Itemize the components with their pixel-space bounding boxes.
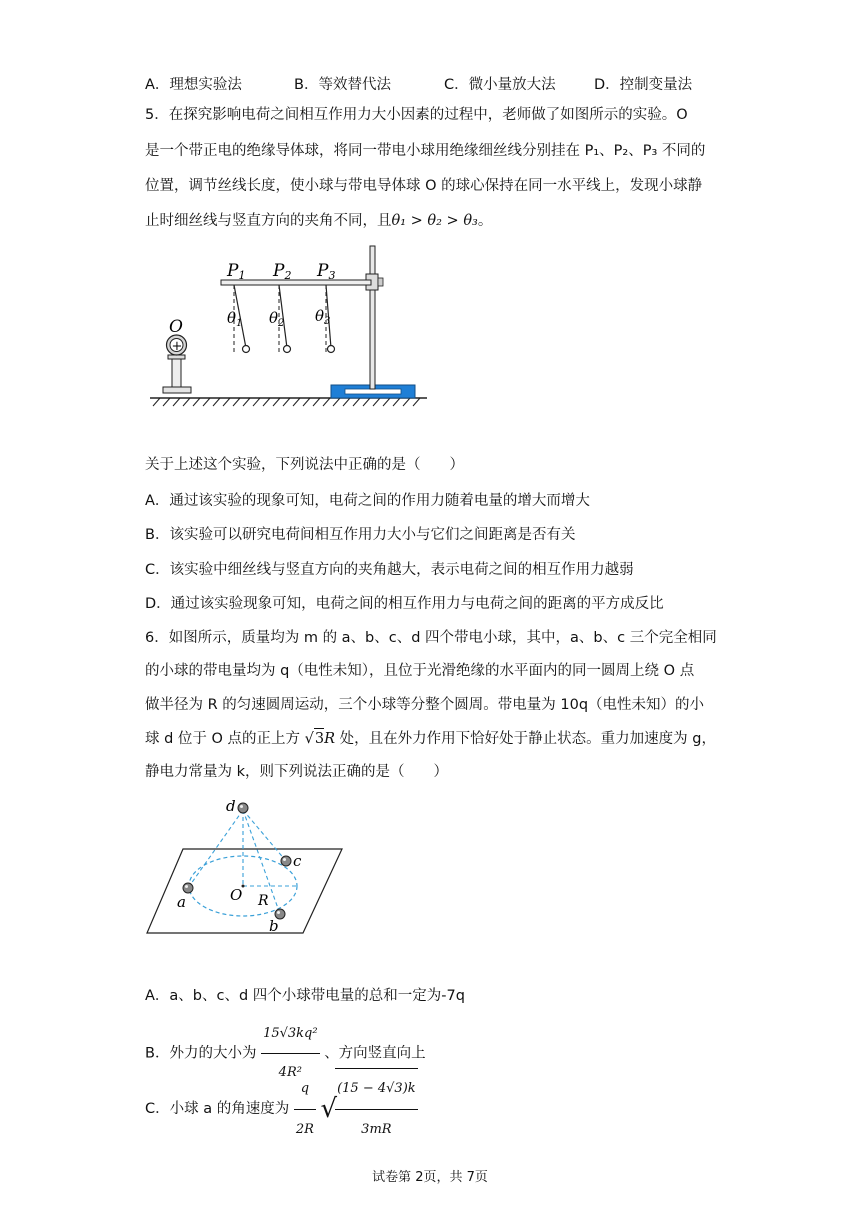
q5-stem-line-4 <box>145 211 492 231</box>
q6-option-c-rad-den: 3mR <box>361 1122 392 1137</box>
ground-hatch <box>153 398 420 406</box>
q5-angle-inequality: θ₁ > θ₂ > θ₃ <box>391 213 478 229</box>
label-theta1: $\theta_1$ <box>227 309 243 329</box>
q6-option-b-denominator: 4R² <box>278 1065 302 1080</box>
q6-stem-line-4 <box>145 728 716 749</box>
q4-option-b: B．等效替代法 <box>294 77 391 93</box>
sphere-stand-post <box>172 357 181 387</box>
q6-stem-line-4a: 球 d 位于 O 点的正上方 <box>145 731 301 747</box>
label-o: O <box>169 317 183 337</box>
q6-stem-line-2: 的小球的带电量均为 q（电性未知），且位于光滑绝缘的水平面内的同一圆周上绕 O 点 <box>145 663 695 679</box>
sqrt-sign: √ <box>304 731 314 747</box>
clamp-screw <box>378 278 383 286</box>
q6-option-b-prefix: B．外力的大小为 <box>145 1045 257 1062</box>
q5-stem-line-3: 位置，调节丝线长度，使小球与带电导体球 O 的球心保持在同一水平线上，发现小球静 <box>145 178 703 194</box>
small-ball-3 <box>328 346 335 353</box>
label-c: c <box>293 852 302 870</box>
label-p2: P2 <box>273 261 292 282</box>
q5-apparatus-figure <box>145 238 435 413</box>
q4-option-a: A．理想实验法 <box>145 77 242 93</box>
q6-option-c-frac-num: q <box>294 1069 316 1110</box>
label-b: b <box>269 917 279 935</box>
q6-stem-line-4b: 处，且在外力作用下恰好处于静止状态。重力加速度为 g， <box>335 731 716 747</box>
small-ball-1 <box>243 346 250 353</box>
thread-2 <box>279 285 287 348</box>
q5-option-c: C．该实验中细丝线与竖直方向的夹角越大，表示电荷之间的相互作用力越弱 <box>145 562 634 578</box>
label-d: d <box>226 797 236 815</box>
q6-option-b-numerator: 15√3kq² <box>261 1015 320 1054</box>
small-ball-2 <box>284 346 291 353</box>
ball-a-highlight <box>185 885 188 888</box>
q6-option-c-fraction <box>294 1069 316 1150</box>
ball-a <box>183 883 193 893</box>
stand-base-slot <box>345 389 401 394</box>
sphere-stand-base <box>163 387 191 393</box>
label-a: a <box>177 893 186 911</box>
label-theta3: $\theta_3$ <box>315 307 331 327</box>
q4-option-c: C．微小量放大法 <box>444 77 556 93</box>
q6-option-c <box>145 1068 418 1150</box>
ball-d-highlight <box>240 805 243 808</box>
q5-question: 关于上述这个实验，下列说法中正确的是（ ） <box>145 457 464 473</box>
q6-option-c-radicand <box>335 1068 418 1150</box>
sphere-stand-collar <box>168 355 185 359</box>
q5-option-a: A．通过该实验的现象可知，电荷之间的作用力随着电量的增大而增大 <box>145 493 590 509</box>
q4-option-d: D．控制变量法 <box>594 77 693 93</box>
label-r: R <box>258 893 269 909</box>
q6-option-b-suffix: 、方向竖直向上 <box>324 1045 426 1062</box>
horizontal-plane <box>147 849 342 933</box>
label-theta2: $\theta_2$ <box>269 309 285 329</box>
radical-sign: √ <box>320 1094 338 1124</box>
q6-option-c-rad-num: (15 − 4√3)k <box>335 1069 418 1110</box>
ball-d <box>238 803 248 813</box>
line-d-c <box>243 810 286 861</box>
q6-circle-figure <box>145 793 350 938</box>
q6-option-c-prefix: C．小球 a 的角速度为 <box>145 1101 290 1117</box>
q5-stem-line-2: 是一个带正电的绝缘导体球，将同一带电小球用绝缘细丝线分别挂在 P₁、P₂、P₃ 不同的 <box>145 143 706 159</box>
sqrt-3: 3 <box>314 728 324 749</box>
q6-stem-line-1: 6．如图所示，质量均为 m 的 a、b、c、d 四个带电小球，其中，a、b、c 三个完全相同 <box>145 630 717 646</box>
ball-c <box>281 856 291 866</box>
ball-b-highlight <box>277 911 280 914</box>
q6-option-a: A．a、b、c、d 四个小球带电量的总和一定为-7q <box>145 988 465 1004</box>
q6-stem-line-5: 静电力常量为 k，则下列说法正确的是（ ） <box>145 764 449 780</box>
plus-icon: + <box>171 339 183 354</box>
label-p3: P3 <box>317 261 336 282</box>
ball-c-highlight <box>283 858 286 861</box>
page-footer: 试卷第 2页，共 7页 <box>372 1170 488 1185</box>
radius-r: R <box>324 731 336 747</box>
q5-option-d: D．通过该实验现象可知，电荷之间的相互作用力与电荷之间的距离的平方成反比 <box>145 596 664 612</box>
q5-stem-line-4-end: 。 <box>477 213 493 229</box>
label-o: O <box>230 886 243 904</box>
label-p1: P1 <box>227 261 246 282</box>
q5-stem-line-1: 5．在探究影响电荷之间相互作用力大小因素的过程中，老师做了如图所示的实验。O <box>145 107 688 123</box>
q6-option-c-frac-den: 2R <box>295 1121 314 1137</box>
q6-stem-line-3: 做半径为 R 的匀速圆周运动，三个小球等分整个圆周。带电量为 10q（电性未知）的小 <box>145 697 705 713</box>
q5-option-b: B．该实验可以研究电荷间相互作用力大小与它们之间距离是否有关 <box>145 527 576 543</box>
stand-rod <box>370 246 375 389</box>
q5-stem-line-4-text: 止时细丝线与竖直方向的夹角不同，且 <box>145 213 392 229</box>
